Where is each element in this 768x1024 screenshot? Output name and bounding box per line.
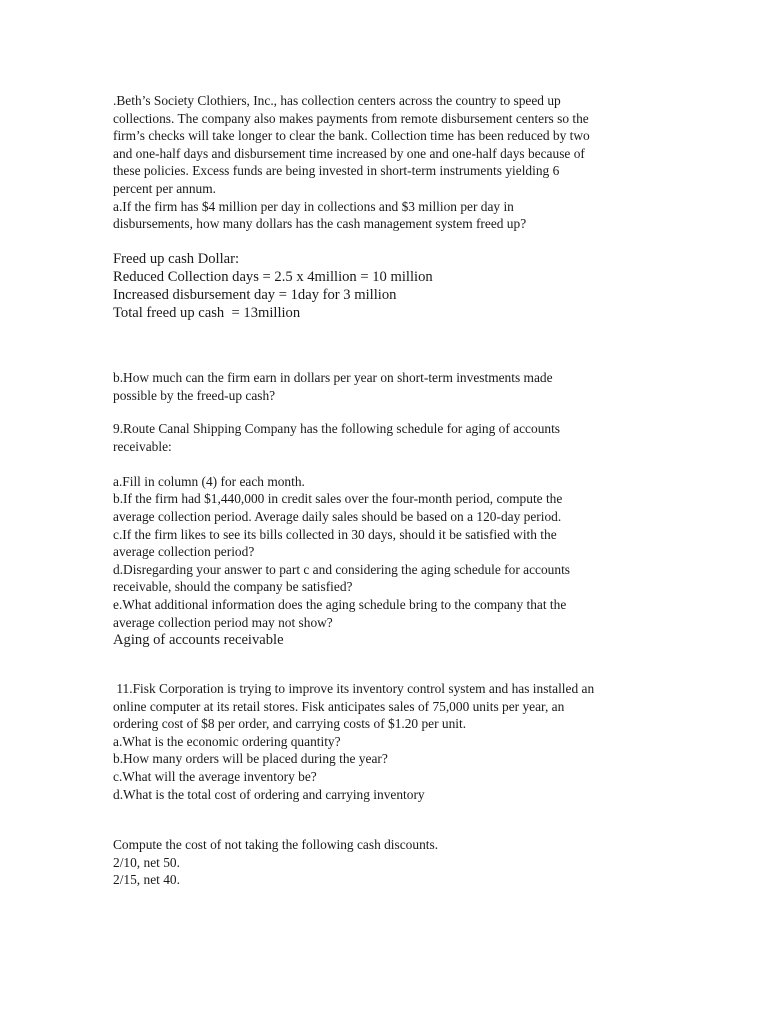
question-8	[113, 92, 653, 322]
blank-line	[113, 233, 653, 251]
q8-intro-line: these policies. Excess funds are being invested in short-term instruments yielding 6	[113, 163, 560, 179]
q11-line: 11.Fisk Corporation is trying to improve its inventory control system and has installed an	[113, 681, 595, 696]
q8-intro-line: firm’s checks will take longer to clear the bank. Collection time has been reduced by two	[113, 128, 590, 144]
discounts-line: 2/15, net 40.	[113, 872, 180, 888]
q9-part-line: receivable, should the company be satisfied?	[113, 579, 353, 595]
cash-discounts	[113, 836, 653, 889]
q8-part-a-line: disbursements, how many dollars has the cash management system freed up?	[113, 216, 527, 232]
q9-part-line: average collection period. Average daily sales should be based on a 120-day period.	[113, 508, 562, 524]
q9-part-line: average collection period?	[113, 544, 255, 560]
q8-part-b-line: b.How much can the firm earn in dollars per year on short-term investments made	[113, 370, 553, 385]
question-8-part-b	[113, 369, 653, 404]
q8-part-a-line: a.If the firm has $4 million per day in collections and $3 million per day in	[113, 198, 514, 214]
question-9	[113, 420, 653, 649]
q9-part-line: b.If the firm had $1,440,000 in credit sales over the four-month period, compute the	[113, 491, 563, 507]
q8-answer-line: Increased disbursement day = 1day for 3 million	[113, 287, 397, 304]
q11-line: d.What is the total cost of ordering and carrying inventory	[113, 786, 425, 802]
q8-answer-line: Reduced Collection days = 2.5 x 4million = 10 million	[113, 269, 433, 286]
q9-aging-heading: Aging of accounts receivable	[113, 632, 284, 649]
q11-line: c.What will the average inventory be?	[113, 768, 317, 784]
q8-intro-line: percent per annum.	[113, 180, 216, 196]
q9-part-line: d.Disregarding your answer to part c and considering the aging schedule for accounts	[113, 561, 570, 577]
q11-line: online computer at its retail stores. Fisk anticipates sales of 75,000 units per year, an	[113, 698, 565, 714]
q11-line: a.What is the economic ordering quantity?	[113, 733, 341, 749]
q8-answer-line: Total freed up cash = 13million	[113, 305, 301, 322]
q9-intro-line: 9.Route Canal Shipping Company has the following schedule for aging of accounts	[113, 421, 561, 436]
blank-line	[113, 455, 653, 473]
discounts-line: 2/10, net 50.	[113, 854, 180, 870]
q9-part-line: c.If the firm likes to see its bills collected in 30 days, should it be satisfied with the	[113, 526, 557, 542]
q8-answer-line: Freed up cash Dollar:	[113, 251, 240, 268]
q11-line: ordering cost of $8 per order, and carrying costs of $1.20 per unit.	[113, 716, 467, 732]
q8-intro-line: and one-half days and disbursement time increased by one and one-half days because of	[113, 145, 585, 161]
q8-intro-line: collections. The company also makes payments from remote disbursement centers so the	[113, 110, 589, 126]
q9-intro-line: receivable:	[113, 438, 172, 454]
question-11	[113, 680, 653, 803]
q9-part-line: average collection period may not show?	[113, 614, 333, 630]
q9-part-line: a.Fill in column (4) for each month.	[113, 473, 305, 489]
q11-line: b.How many orders will be placed during the year?	[113, 751, 388, 767]
q9-part-line: e.What additional information does the aging schedule bring to the company that the	[113, 596, 567, 612]
q8-intro-line: .Beth’s Society Clothiers, Inc., has collection centers across the country to speed up	[113, 93, 561, 108]
discounts-line: Compute the cost of not taking the following cash discounts.	[113, 837, 439, 852]
q8-part-b-line: possible by the freed-up cash?	[113, 387, 276, 403]
